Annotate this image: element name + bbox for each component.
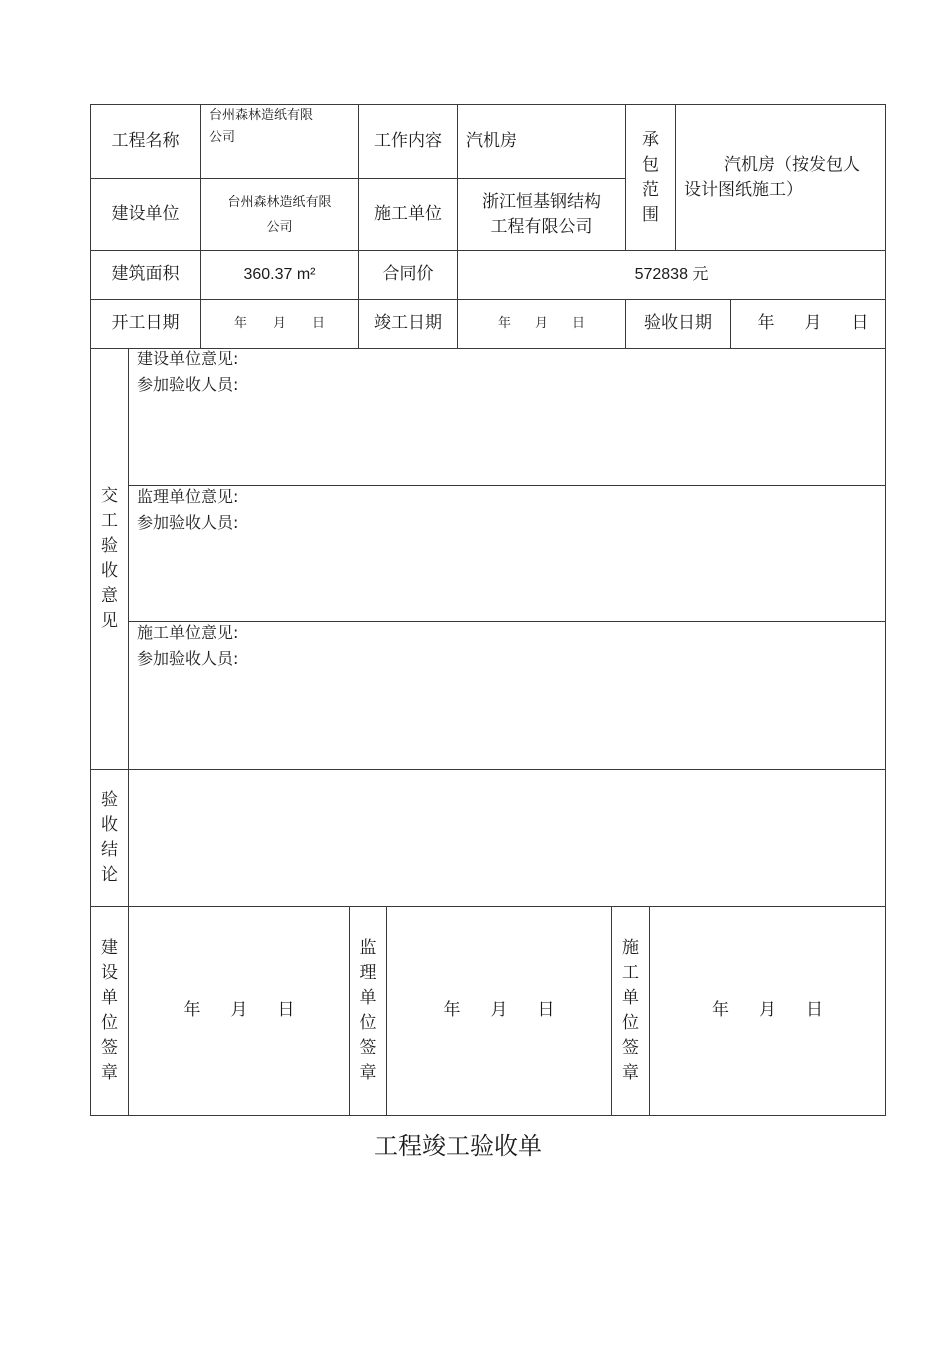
area-label: 建筑面积 [111, 264, 180, 285]
supervisor-signature-date [387, 907, 611, 1115]
sig-label-char: 理 [359, 963, 377, 983]
builder-line: 台州森林造纸有限 [227, 194, 332, 210]
rule [675, 104, 676, 250]
supervisor-opinion-label: 监理单位意见: [137, 487, 239, 506]
date-year: 年 [183, 1000, 201, 1021]
date-day: 日 [277, 1000, 295, 1021]
participants-label: 参加验收人员: [137, 649, 239, 668]
date-day: 日 [572, 315, 586, 331]
scope-label-char: 围 [642, 204, 659, 225]
finish-date-label: 竣工日期 [374, 313, 442, 334]
project-name-line: 台州森林造纸有限 [209, 108, 314, 123]
builder-opinion-block [137, 346, 238, 398]
sig-label-char: 章 [101, 1063, 118, 1083]
conclusion-label [91, 770, 128, 906]
date-year: 年 [712, 1000, 729, 1021]
contract-price-label: 合同价 [382, 264, 434, 285]
acceptance-date-label: 验收日期 [644, 313, 712, 334]
work-content-label: 工作内容 [374, 130, 442, 151]
contractor-signature-label [612, 907, 649, 1115]
builder-line: 公司 [266, 219, 293, 235]
supervisor-signature-label [350, 907, 386, 1115]
sig-label-char: 单 [622, 988, 639, 1008]
date-year: 年 [233, 315, 247, 331]
section-label-char: 见 [101, 611, 118, 631]
area-value: 360.37 m² [243, 265, 316, 283]
participants-label: 参加验收人员: [137, 375, 239, 394]
sig-label-char: 位 [101, 1013, 118, 1033]
scope-label [626, 105, 675, 250]
date-day: 日 [312, 315, 326, 331]
sig-label-char: 建 [101, 938, 118, 958]
date-month: 月 [804, 313, 822, 334]
section-label-char: 收 [101, 561, 118, 581]
sig-label-char: 位 [359, 1013, 377, 1033]
rule [128, 621, 886, 622]
contractor-value [458, 179, 625, 250]
date-month: 月 [230, 1000, 248, 1021]
rule [90, 769, 886, 770]
sig-label-char: 签 [101, 1038, 118, 1058]
contractor-opinion-block [137, 620, 238, 672]
date-month: 月 [534, 315, 548, 331]
sig-label-char: 单 [101, 988, 118, 1008]
scope-value-line: 汽机房（按发包人 [724, 154, 860, 175]
scope-label-char: 包 [642, 154, 659, 175]
start-date-label: 开工日期 [111, 313, 180, 334]
project-name-label: 工程名称 [111, 130, 180, 151]
opinions-section-label [91, 349, 128, 769]
date-year: 年 [443, 1000, 461, 1021]
sig-label-char: 设 [101, 963, 118, 983]
sig-label-char: 章 [622, 1063, 639, 1083]
contractor-opinion-label: 施工单位意见: [137, 623, 239, 642]
document-title: 工程竣工验收单 [374, 1132, 542, 1160]
contractor-label: 施工单位 [374, 203, 442, 224]
conclusion-label-char: 结 [101, 840, 118, 860]
project-name-value [209, 105, 358, 178]
finish-date-value [458, 300, 625, 348]
sig-label-char: 单 [359, 988, 377, 1008]
rule [90, 1115, 886, 1116]
date-year: 年 [757, 313, 775, 334]
scope-label-char: 承 [642, 129, 659, 150]
participants-label: 参加验收人员: [137, 513, 239, 532]
section-label-char: 意 [101, 586, 118, 606]
work-content-value: 汽机房 [466, 130, 517, 151]
start-date-value [201, 300, 358, 348]
rule [885, 104, 886, 1116]
acceptance-date-value [731, 300, 885, 348]
scope-value-line: 设计图纸施工） [684, 179, 803, 200]
sig-label-char: 监 [359, 938, 377, 958]
scope-value [684, 105, 884, 250]
builder-signature-date [129, 907, 349, 1115]
date-month: 月 [759, 1000, 776, 1021]
scope-label-char: 范 [642, 179, 659, 200]
sig-label-char: 签 [622, 1038, 639, 1058]
project-name-line: 公司 [209, 130, 236, 145]
date-day: 日 [806, 1000, 823, 1021]
date-day: 日 [537, 1000, 555, 1021]
section-label-char: 工 [101, 511, 118, 531]
section-label-char: 验 [101, 536, 118, 556]
date-month: 月 [490, 1000, 508, 1021]
builder-label: 建设单位 [111, 203, 180, 224]
date-day: 日 [851, 313, 869, 334]
rule [128, 485, 886, 486]
conclusion-label-char: 论 [101, 865, 118, 885]
date-year: 年 [497, 315, 511, 331]
contractor-line: 工程有限公司 [490, 216, 593, 237]
sig-label-char: 工 [622, 963, 639, 983]
builder-value [201, 179, 358, 250]
conclusion-label-char: 验 [101, 790, 118, 810]
sig-label-char: 章 [359, 1063, 377, 1083]
section-label-char: 交 [101, 486, 118, 506]
contractor-signature-date [650, 907, 885, 1115]
date-month: 月 [272, 315, 286, 331]
supervisor-opinion-block [137, 484, 238, 536]
builder-signature-label [91, 907, 128, 1115]
contractor-line: 浙江恒基钢结构 [482, 191, 601, 212]
conclusion-label-char: 收 [101, 815, 118, 835]
sig-label-char: 签 [359, 1038, 377, 1058]
sig-label-char: 位 [622, 1013, 639, 1033]
contract-price-value: 572838 元 [634, 265, 709, 283]
sig-label-char: 施 [622, 938, 639, 958]
builder-opinion-label: 建设单位意见: [137, 349, 239, 368]
